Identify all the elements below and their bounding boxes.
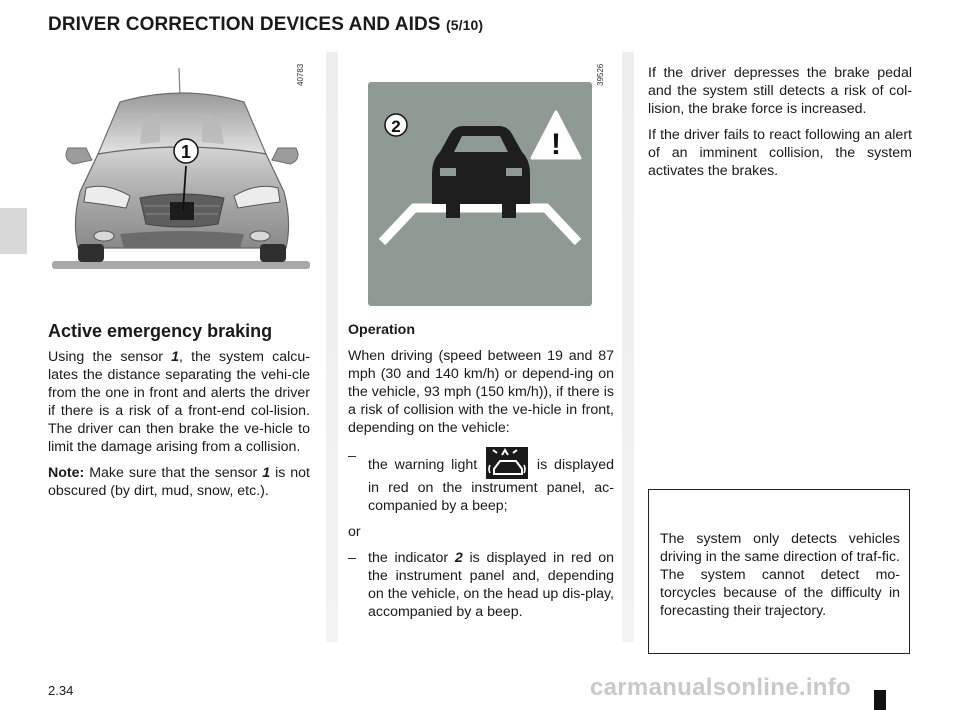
column-separator-right (622, 52, 634, 642)
page-number: 2.34 (48, 683, 74, 698)
left-para1-text-a: Using the sensor (48, 349, 172, 365)
info-note-text: The system only detects vehicles driving in the same direction of traf-fic. The system cannot detect mo-torcycles because of the difficulty in forecasting their trajectory. (660, 531, 900, 619)
note-label: Note: (48, 465, 85, 481)
left-para1-text-b: , the system calcu-lates the distance separating the vehi-cle from the one in front and alerts the driver if there is a risk of a front-end col-lision. The driver can then brake the ve-hicle to limit the damage arising from a collision. (48, 349, 310, 455)
section-tab-marker (0, 208, 27, 254)
figure2-reference-number: 39526 (596, 63, 605, 86)
bullet-indicator-2 (348, 549, 614, 621)
left-note-paragraph (48, 464, 310, 500)
note-text-b: is not obscured (by dirt, mud, snow, etc.). (48, 465, 310, 499)
indicator-ref-2: 2 (454, 550, 463, 566)
figure1-reference-number: 40783 (296, 63, 305, 86)
right-column-body (648, 64, 912, 180)
right-paragraph-2: If the driver fails to react following an alert of an imminent collision, the system activates the brakes. (648, 127, 912, 179)
figure-collision-alert-display (368, 82, 592, 306)
operation-heading: Operation (348, 322, 416, 338)
sensor-ref-1: 1 (171, 349, 180, 365)
operation-paragraph: When driving (speed between 19 and 87 mph (30 and 140 km/h) or depend-ing on the vehicle, 93 mph (150 km/h)), if there is a risk of collision with the ve-hicle in front, depending on the vehicle: (348, 348, 614, 436)
page-title-suffix: (5/10) (445, 17, 484, 33)
page-title-main: DRIVER CORRECTION DEVICES AND AIDS (48, 14, 441, 35)
bullet2-text-a: the indicator (368, 550, 455, 566)
bullet2-text (368, 549, 614, 621)
collision-warning-light-icon (486, 447, 528, 479)
page-title (48, 14, 483, 36)
bullet1-text-a: the warning light (368, 457, 485, 473)
middle-column-body (348, 321, 614, 621)
figure-car-front-sensor (48, 52, 316, 276)
bullet2-text-b: is displayed in red on the instrument panel and, depending on the vehicle, on the head up dis-play, accompanied by a beep. (368, 550, 614, 620)
page-corner-marker (874, 690, 886, 710)
alert-exclamation-icon: ! (551, 128, 561, 161)
or-text: or (348, 524, 361, 540)
figure1-callout-1: 1 (180, 142, 192, 162)
info-note-box (648, 489, 910, 654)
watermark-text: carmanualsonline.info (590, 674, 852, 701)
left-column-body (48, 348, 310, 500)
bullet1-text-b: is displayed in red on the instrument panel, ac-companied by a beep; (368, 457, 614, 514)
bullet-warning-light (348, 447, 614, 515)
right-paragraph-1: If the driver depresses the brake pedal and the system still detects a risk of col-lision, the brake force is increased. (648, 65, 912, 117)
note-sensor-ref-1: 1 (262, 465, 271, 481)
bullet1-text (368, 447, 614, 515)
bullet2-dash: – (348, 550, 356, 566)
left-paragraph-1 (48, 348, 310, 456)
section-heading-active-emergency-braking: Active emergency braking (48, 321, 273, 341)
bullet1-dash: – (348, 448, 356, 464)
figure2-callout-2: 2 (391, 117, 401, 136)
note-text-a: Make sure that the sensor (84, 465, 263, 481)
column-separator-left (326, 52, 338, 642)
